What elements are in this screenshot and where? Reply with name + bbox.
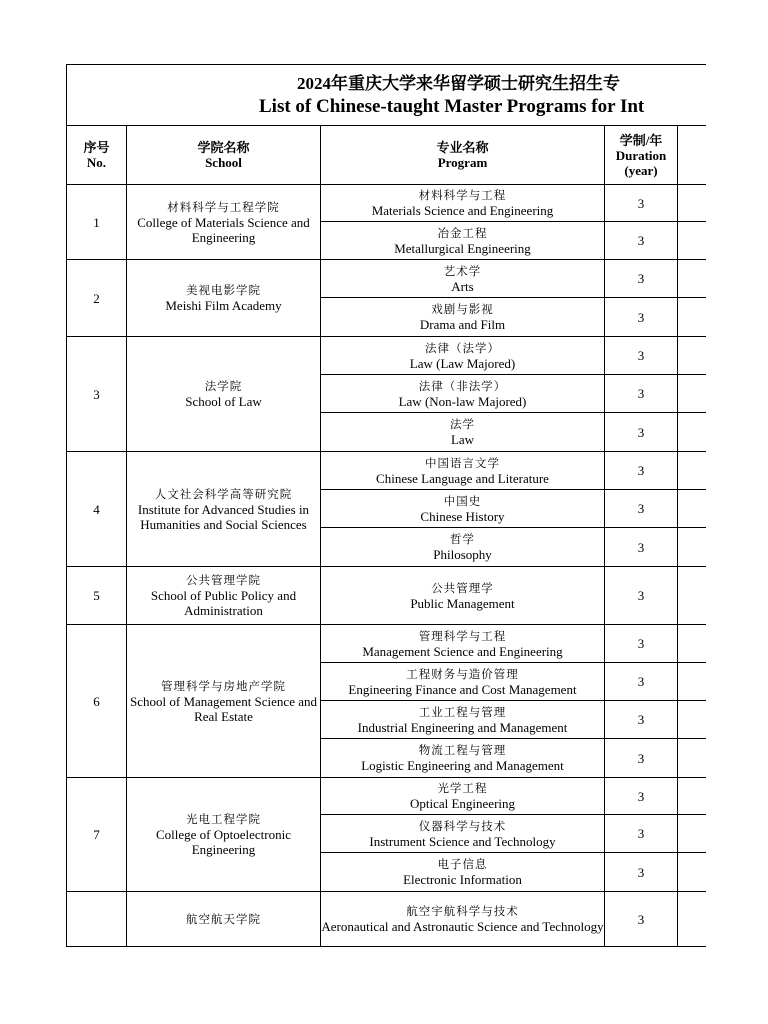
extra-cell — [678, 567, 707, 625]
program-name-en: Law (Law Majored) — [409, 355, 516, 371]
table-body — [67, 185, 707, 947]
program-name-zh: 工业工程与管理 — [418, 704, 507, 719]
table-row — [67, 185, 707, 222]
school-cell — [127, 625, 321, 778]
program-name-zh: 艺术学 — [443, 263, 482, 278]
title-row — [67, 65, 707, 126]
school-name-zh: 美视电影学院 — [186, 283, 261, 297]
program-cell — [321, 701, 605, 739]
school-name-zh: 人文社会科学高等研究院 — [154, 486, 293, 501]
extra-cell — [678, 222, 707, 260]
header-duration: 学制/年 Duration (year) — [605, 126, 678, 185]
school-cell — [127, 452, 321, 567]
program-cell — [321, 892, 605, 947]
program-cell — [321, 567, 605, 625]
duration-cell: 3 — [605, 337, 678, 375]
school-name-zh: 公共管理学院 — [186, 573, 261, 587]
program-cell — [321, 490, 605, 528]
program-name-en: Management Science and Engineering — [362, 643, 563, 659]
row-number: 1 — [67, 185, 127, 260]
extra-cell — [678, 260, 707, 298]
duration-cell: 3 — [605, 739, 678, 778]
duration-cell: 3 — [605, 490, 678, 528]
program-name-zh: 工程财务与造价管理 — [406, 666, 519, 681]
program-cell — [321, 298, 605, 337]
program-name-zh: 法学 — [450, 417, 475, 431]
school-name-en: College of Materials Science and Engineering — [137, 214, 310, 245]
program-cell — [321, 815, 605, 853]
duration-cell: 3 — [605, 222, 678, 260]
header-no: 序号 No. — [67, 126, 127, 185]
row-number: 7 — [67, 778, 127, 892]
header-row — [67, 126, 707, 185]
extra-cell — [678, 739, 707, 778]
program-name-zh: 法律（非法学） — [418, 378, 507, 393]
program-name-en: Aeronautical and Astronautic Science and Technology — [321, 919, 604, 934]
program-cell — [321, 528, 605, 567]
extra-cell — [678, 625, 707, 663]
school-cell — [127, 260, 321, 337]
duration-cell: 3 — [605, 815, 678, 853]
program-name-en: Philosophy — [433, 547, 492, 562]
row-number: 2 — [67, 260, 127, 337]
program-cell — [321, 222, 605, 260]
school-cell — [127, 778, 321, 892]
program-name-zh: 管理科学与工程 — [418, 628, 507, 643]
program-name-zh: 电子信息 — [437, 857, 488, 871]
program-name-en: Arts — [451, 278, 474, 294]
extra-cell — [678, 337, 707, 375]
title-en: List of Chinese-taught Master Programs for Int — [259, 96, 645, 117]
program-cell — [321, 452, 605, 490]
program-name-en: Public Management — [410, 595, 515, 611]
title-zh: 2024年重庆大学来华留学硕士研究生招生专 — [297, 74, 620, 93]
program-name-en: Law (Non-law Majored) — [398, 393, 527, 409]
program-cell — [321, 853, 605, 892]
program-cell — [321, 260, 605, 298]
extra-cell — [678, 853, 707, 892]
program-name-en: Chinese Language and Literature — [376, 470, 549, 486]
program-name-en: Drama and Film — [419, 317, 506, 332]
extra-cell — [678, 490, 707, 528]
extra-cell — [678, 185, 707, 222]
program-cell — [321, 185, 605, 222]
duration-cell: 3 — [605, 452, 678, 490]
program-name-zh: 中国语言文学 — [425, 455, 500, 470]
duration-cell: 3 — [605, 853, 678, 892]
program-name-zh: 中国史 — [443, 493, 482, 508]
duration-cell: 3 — [605, 413, 678, 452]
duration-cell: 3 — [605, 701, 678, 739]
program-name-zh: 物流工程与管理 — [418, 743, 507, 757]
school-name-en: College of Optoelectronic Engineering — [155, 827, 291, 857]
programs-table — [66, 64, 706, 947]
program-name-zh: 法律（法学） — [425, 340, 500, 355]
program-name-zh: 哲学 — [450, 532, 475, 546]
school-name-en: School of Management Science and Real Estate — [130, 693, 317, 724]
extra-cell — [678, 452, 707, 490]
table-row — [67, 260, 707, 298]
program-cell — [321, 739, 605, 778]
row-number — [67, 892, 127, 947]
extra-cell — [678, 701, 707, 739]
program-name-zh: 公共管理学 — [431, 580, 494, 595]
school-name-zh: 管理科学与房地产学院 — [161, 678, 286, 693]
table-row — [67, 567, 707, 625]
duration-cell: 3 — [605, 778, 678, 815]
table-row — [67, 625, 707, 663]
school-cell — [127, 892, 321, 947]
program-name-en: Chinese History — [420, 508, 505, 524]
program-name-zh: 光学工程 — [437, 781, 488, 795]
program-name-zh: 材料科学与工程 — [418, 188, 507, 202]
program-cell — [321, 413, 605, 452]
school-name-en: Meishi Film Academy — [165, 298, 282, 313]
school-name-zh: 光电工程学院 — [186, 812, 261, 826]
table-row — [67, 778, 707, 815]
school-name-en: School of Law — [185, 394, 262, 409]
duration-cell: 3 — [605, 567, 678, 625]
program-name-en: Industrial Engineering and Management — [357, 719, 568, 735]
table-row — [67, 892, 707, 947]
row-number: 5 — [67, 567, 127, 625]
program-name-zh: 仪器科学与技术 — [418, 818, 507, 833]
school-name-zh: 航空航天学院 — [186, 911, 261, 926]
school-cell — [127, 337, 321, 452]
program-name-en: Instrument Science and Technology — [369, 833, 556, 849]
program-name-en: Law — [450, 432, 475, 447]
program-name-zh: 戏剧与影视 — [431, 302, 494, 316]
program-name-en: Metallurgical Engineering — [394, 240, 531, 256]
extra-cell — [678, 528, 707, 567]
row-number: 6 — [67, 625, 127, 778]
table-row — [67, 337, 707, 375]
row-number: 3 — [67, 337, 127, 452]
program-name-en: Electronic Information — [403, 872, 522, 887]
duration-cell: 3 — [605, 185, 678, 222]
school-cell — [127, 567, 321, 625]
header-school: 学院名称 School — [127, 126, 321, 185]
program-name-en: Engineering Finance and Cost Management — [348, 681, 577, 697]
duration-cell: 3 — [605, 528, 678, 567]
program-cell — [321, 337, 605, 375]
program-cell — [321, 625, 605, 663]
extra-cell — [678, 778, 707, 815]
program-name-en: Optical Engineering — [409, 796, 516, 811]
duration-cell: 3 — [605, 298, 678, 337]
title-cell — [67, 65, 707, 126]
extra-cell — [678, 298, 707, 337]
extra-cell — [678, 413, 707, 452]
row-number: 4 — [67, 452, 127, 567]
school-name-zh: 法学院 — [204, 379, 243, 393]
school-name-zh: 材料科学与工程学院 — [167, 199, 280, 214]
duration-cell: 3 — [605, 663, 678, 701]
duration-cell: 3 — [605, 260, 678, 298]
extra-cell — [678, 663, 707, 701]
extra-cell — [678, 375, 707, 413]
duration-cell: 3 — [605, 892, 678, 947]
programs-sheet — [66, 64, 706, 954]
school-name-en: School of Public Policy and Administration — [150, 588, 297, 618]
program-name-zh: 冶金工程 — [437, 225, 488, 240]
school-name-en: Institute for Advanced Studies in Humanities and Social Sciences — [137, 501, 310, 532]
extra-cell — [678, 892, 707, 947]
header-program: 专业名称 Program — [321, 126, 605, 185]
program-name-zh: 航空宇航科学与技术 — [406, 904, 519, 918]
duration-cell: 3 — [605, 375, 678, 413]
table-row — [67, 452, 707, 490]
header-extra — [678, 126, 707, 185]
program-cell — [321, 375, 605, 413]
program-name-en: Logistic Engineering and Management — [361, 758, 564, 773]
program-cell — [321, 778, 605, 815]
program-name-en: Materials Science and Engineering — [371, 203, 554, 218]
program-cell — [321, 663, 605, 701]
duration-cell: 3 — [605, 625, 678, 663]
school-cell — [127, 185, 321, 260]
extra-cell — [678, 815, 707, 853]
